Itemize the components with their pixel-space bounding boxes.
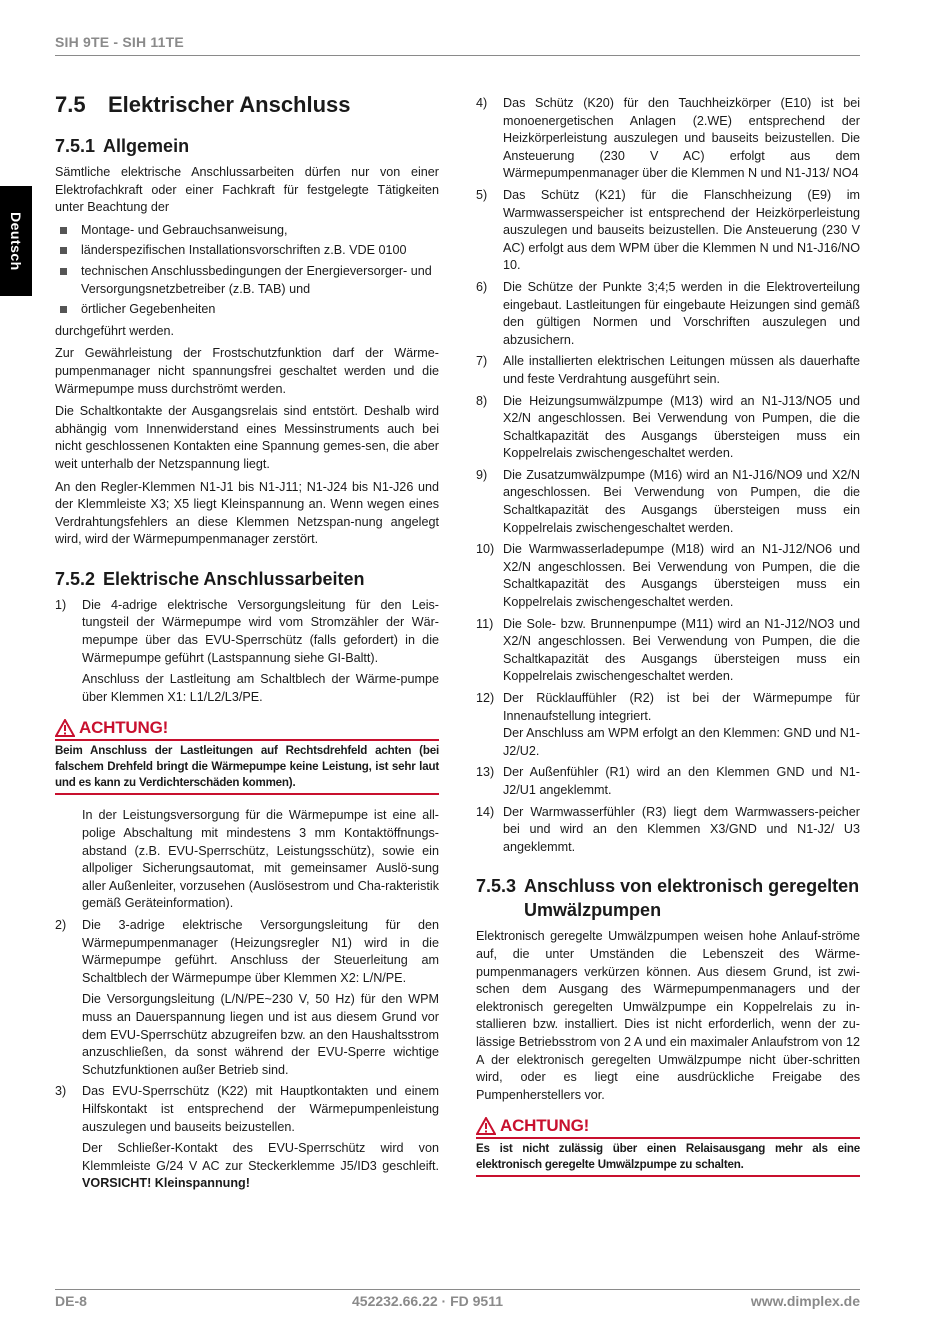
item-text: Der Rücklauffühler (R2) ist bei der Wärmepumpe für Innenaufstellung integriert. xyxy=(503,691,860,723)
item-continuation: Die Versorgungsleitung (L/N/PE~230 V, 50 Hz) für den WPM muss an Dauerspannung liegen und ist aus diesem Grund vor dem EVU-Sperrschütz abzugreifen bzw. an den Haushaltsstrom anzuschließen, da sonst während der EVU-Sperre wichtige Schutzfunktionen außer Betrieb sind. xyxy=(82,992,439,1077)
item-number: 2) xyxy=(55,918,67,932)
section-number: 7.5 xyxy=(55,92,86,117)
warning-header xyxy=(55,718,439,741)
item-text: Das EVU-Sperrschütz (K22) mit Hauptkontakten und einem Hilfskontakt ist entsprechend der Wärmepumpenleistung auszulegen und bauseits beizustellen. xyxy=(82,1084,439,1134)
item-text: Die 4-adrige elektrische Versorgungsleitung für den Leis-tungsteil der Wärmepumpe wird vom Stromzähler der Wär-mepumpe über das EVU-Sperrschütz (falls gefordert) in die Wärmepumpe geführt (Lastspannung siehe GI-Baltt). xyxy=(82,597,439,665)
warning-title: ACHTUNG! xyxy=(79,718,169,738)
paragraph: Elektronisch geregelte Umwälzpumpen weisen hohe Anlauf-ströme auf, die unter Umständen die Lebenszeit des Wärme-pumpenmanagers verkürzen können. Aus diesem Grund, ist zwi-schen dem Ausgang des Wärmepumpenmanagers und der elektronisch geregelten Umwälzpumpe ein Koppelrelais zu in-stallieren bzw. installiert. Dies ist nicht erforderlich, wenn der zu-lässige Betriebsstrom von 2 A und ein maximaler Anlaufstrom von 12 A der elektronisch geregelten Umwälzpumpe nicht über-schritten wird, oder es liegt eine ausdrückliche Freigabe des Pumpenherstellers vor. xyxy=(476,929,860,1102)
item-text: Die 3-adrige elektrische Versorgungsleitung für den Wärmepumpenmanager (Heizungsregler N1) wird in die Wärmepumpe geführt. Anschluss der Steuerleitung am Schaltblech der Wärmepumpe über Klemmen X2: L/N/PE. xyxy=(82,918,439,985)
item-text: Die Schütze der Punkte 3;4;5 werden in die Elektroverteilung eingebaut. Lastleitungen für eingebaute Heizungen sind gemäß den gültigen Normen und Vorschriften auszulegen und abzusichern. xyxy=(503,279,860,347)
subsection-title: Allgemein xyxy=(103,136,190,156)
item-text: Die Sole- bzw. Brunnenpumpe (M11) wird an N1-J12/NO3 und X2/N angeschlossen. Bei Verwendung von Pumpen, die die Schaltkapazität des Ausgangs übersteigen muss ein Koppelrelais zwischengeschaltet werden. xyxy=(503,616,860,684)
list-item xyxy=(55,222,439,240)
list-item xyxy=(476,95,860,183)
caution-text: VORSICHT! Kleinspannung! xyxy=(82,1176,250,1191)
list-item xyxy=(55,242,439,260)
subsection-number: 7.5.3 xyxy=(476,876,517,897)
header-rule xyxy=(55,55,860,56)
numbered-list xyxy=(476,95,860,856)
numbered-list xyxy=(55,917,439,987)
warning-title: ACHTUNG! xyxy=(500,1116,590,1136)
list-item xyxy=(55,597,439,667)
item-number: 5) xyxy=(476,187,488,202)
paragraph: An den Regler-Klemmen N1-J1 bis N1-J11; N1-J24 bis N1-J26 und der Klemmleiste X3; X5 liegt Kleinspannung an. Wenn wegen eines Verdrahtungsfehlers an diese Klemmen Netzspan-nung angelegt wird, wird der Wärmepumpenmanager zerstört. xyxy=(55,479,439,547)
running-head: SIH 9TE - SIH 11TE xyxy=(55,34,184,50)
item-number: 4) xyxy=(476,96,488,110)
bullet-list xyxy=(55,222,439,319)
list-item xyxy=(55,263,439,298)
warning-triangle-icon xyxy=(476,1117,496,1135)
page-number: DE-8 xyxy=(55,1293,87,1309)
warning-box xyxy=(476,1116,860,1177)
list-item xyxy=(476,541,860,611)
item-continuation: Anschluss der Lastleitung am Schaltblech der Wärme-pumpe über Klemmen X1: L1/L2/L3/PE. xyxy=(82,672,439,704)
list-item-text: Montage- und Gebrauchsanweisung, xyxy=(81,222,288,237)
item-text: Die Heizungsumwälzpumpe (M13) wird an N1-J13/NO5 und X2/N angeschlossen. Bei Verwendung von Pumpen, die die Schaltkapazität des Ausgangs übersteigen muss ein Koppelrelais zwischengeschaltet werden. xyxy=(503,393,860,461)
item-text: Der Warmwasserfühler (R3) liegt dem Warmwassers-peicher bei und wird an den Klemmen X3/GND und N1-J2/ U3 angeklemmt. xyxy=(503,804,860,854)
list-item xyxy=(476,764,860,799)
item-number: 14) xyxy=(476,804,495,819)
subsection-heading-753 xyxy=(476,874,860,922)
paragraph: Die Schaltkontakte der Ausgangsrelais sind entstört. Deshalb wird abhängig vom Innenwiderstand eines Messinstruments auch bei nicht geschlossenen Kontakten eine Spannung gemes-sen, die aber weit unterhalb der Netzspannung liegt. xyxy=(55,404,439,471)
bullet-square-icon xyxy=(60,268,67,275)
item-text: Alle installierten elektrischen Leitungen müssen als dauerhafte und feste Verdrahtung ausgeführt sein. xyxy=(503,354,860,386)
section-title: Elektrischer Anschluss xyxy=(108,92,351,117)
language-tab-label: Deutsch xyxy=(8,211,24,271)
list-item xyxy=(476,804,860,857)
list-item xyxy=(476,353,860,388)
warning-header xyxy=(476,1116,860,1139)
item-number: 9) xyxy=(476,467,488,482)
item-text: Die Warmwasserladepumpe (M18) wird an N1-J12/NO6 und X2/N angeschlossen. Bei Verwendung von Pumpen, die die Schaltkapazität des Ausgangs übersteigen muss ein Koppelrelais zwischengeschaltet werden. xyxy=(503,542,860,610)
item-number: 12) xyxy=(476,691,495,705)
subsection-number: 7.5.2 xyxy=(55,568,96,589)
document-number: 452232.66.22 · FD 9511 xyxy=(352,1293,504,1309)
numbered-list xyxy=(55,597,439,667)
item-continuation xyxy=(55,1140,439,1193)
footer-rule xyxy=(55,1289,860,1290)
item-number: 6) xyxy=(476,279,488,294)
item-continuation: Der Anschluss am WPM erfolgt an den Klemmen: GND und N1-J2/U2. xyxy=(503,726,860,758)
list-item xyxy=(476,187,860,275)
list-item xyxy=(476,616,860,686)
item-number: 8) xyxy=(476,393,488,408)
item-text: Die Zusatzumwälzpumpe (M16) wird an N1-J16/NO9 und X2/N angeschlossen. Bei Verwendung von Pumpen, die die Schaltkapazität des Ausgangs übersteigen muss ein Koppelrelais zwischengeschaltet werden. xyxy=(503,467,860,535)
item-continuation: In der Leistungsversorgung für die Wärmepumpe ist eine all-polige Abschaltung mit mindestens 3 mm Kontaktöffnungs-abstand (z.B. EVU-Sperrschütz, Leistungsschütz), sowie ein allpoliger Sicherungsautomat, mit gemeinsamer Auslö-sung aller Außenleiter, vorzusehen (Auslösestrom und Cha-rakteristik gemäß Geräteinformation). xyxy=(82,808,439,911)
list-item-text: örtlicher Gegebenheiten xyxy=(81,302,216,317)
bullet-square-icon xyxy=(60,227,67,234)
subsection-heading-752 xyxy=(55,567,439,591)
subsection-number: 7.5.1 xyxy=(55,136,96,156)
warning-box xyxy=(55,718,439,795)
paragraph: Sämtliche elektrische Anschlussarbeiten dürfen nur von einer Elektrofachkraft oder einer Fachkraft für festgelegte Tätigkeiten unter Beachtung der xyxy=(55,165,439,215)
paragraph: durchgeführt werden. xyxy=(55,323,175,338)
bullet-square-icon xyxy=(60,306,67,313)
section-heading xyxy=(55,92,439,118)
list-item xyxy=(476,467,860,537)
right-column xyxy=(476,95,860,1189)
subsection-heading-751 xyxy=(55,134,439,158)
item-text: Der Außenfühler (R1) wird an den Klemmen GND und N1-J2/U1 angeklemmt. xyxy=(503,765,860,797)
warning-text: Beim Anschluss der Lastleitungen auf Rechtsdrehfeld achten (bei falschem Drehfeld bringt die Wärmepumpe keine Leistung, ist sehr laut und es kann zu Verdichterschäden kommen). xyxy=(55,744,439,790)
list-item xyxy=(476,279,860,349)
warning-text: Es ist nicht zulässig über einen Relaisausgang mehr als eine elektronisch geregelte Umwälzpumpe zu schalten. xyxy=(476,1142,860,1172)
item-number: 11) xyxy=(476,616,494,631)
numbered-list xyxy=(55,1083,439,1136)
list-item xyxy=(55,1083,439,1136)
bullet-square-icon xyxy=(60,247,67,254)
item-continuation-text: Der Schließer-Kontakt des EVU-Sperrschütz wird von Klemmleiste G/24 V AC zur Steckerklemme J5/ID3 geschleift. xyxy=(82,1141,439,1173)
item-text: Das Schütz (K21) für die Flanschheizung (E9) im Warmwasserspeicher ist entsprechend der Heizkörperleistung auszulegen und bauseits beizustellen. Die Ansteuerung (230 V AC) erfolgt aus dem WPM über die Klemmen N und N1-J16/NO 10. xyxy=(503,187,860,273)
item-text: Das Schütz (K20) für den Tauchheizkörper (E10) ist bei monoenergetischen Anlagen (2.WE) entsprechend der Heizkörperleistung auszulegen und bauseits beizustellen. Die Ansteuerung (230 V AC) erfolgt aus dem Wärmepumpenmanager über die Klemmen N und N1-J13/ NO4 xyxy=(503,96,860,181)
list-item xyxy=(476,690,860,760)
paragraph: Zur Gewährleistung der Frostschutzfunktion darf der Wärme-pumpenmanager nicht spannungsfrei geschaltet werden und die Wärmepumpe muss durchströmt werden. xyxy=(55,346,439,396)
item-number: 13) xyxy=(476,765,495,780)
subsection-title: Elektrische Anschlussarbeiten xyxy=(103,568,365,589)
subsection-title: Anschluss von elektronisch geregelten Umwälzpumpen xyxy=(524,876,860,921)
list-item-text: technischen Anschlussbedingungen der Energieversorger- und Versorgungsnetzbetreiber (z.B. TAB) und xyxy=(81,263,432,296)
list-item-text: länderspezifischen Installationsvorschriften z.B. VDE 0100 xyxy=(81,243,407,258)
list-item xyxy=(476,393,860,463)
item-number: 10) xyxy=(476,542,495,557)
list-item xyxy=(55,917,439,987)
list-item xyxy=(55,301,439,319)
warning-triangle-icon xyxy=(55,719,75,737)
website-link[interactable]: www.dimplex.de xyxy=(750,1293,860,1309)
left-column xyxy=(55,92,439,1197)
language-tab xyxy=(0,186,32,296)
item-number: 7) xyxy=(476,354,488,369)
item-number: 1) xyxy=(55,597,67,612)
item-number: 3) xyxy=(55,1084,67,1099)
